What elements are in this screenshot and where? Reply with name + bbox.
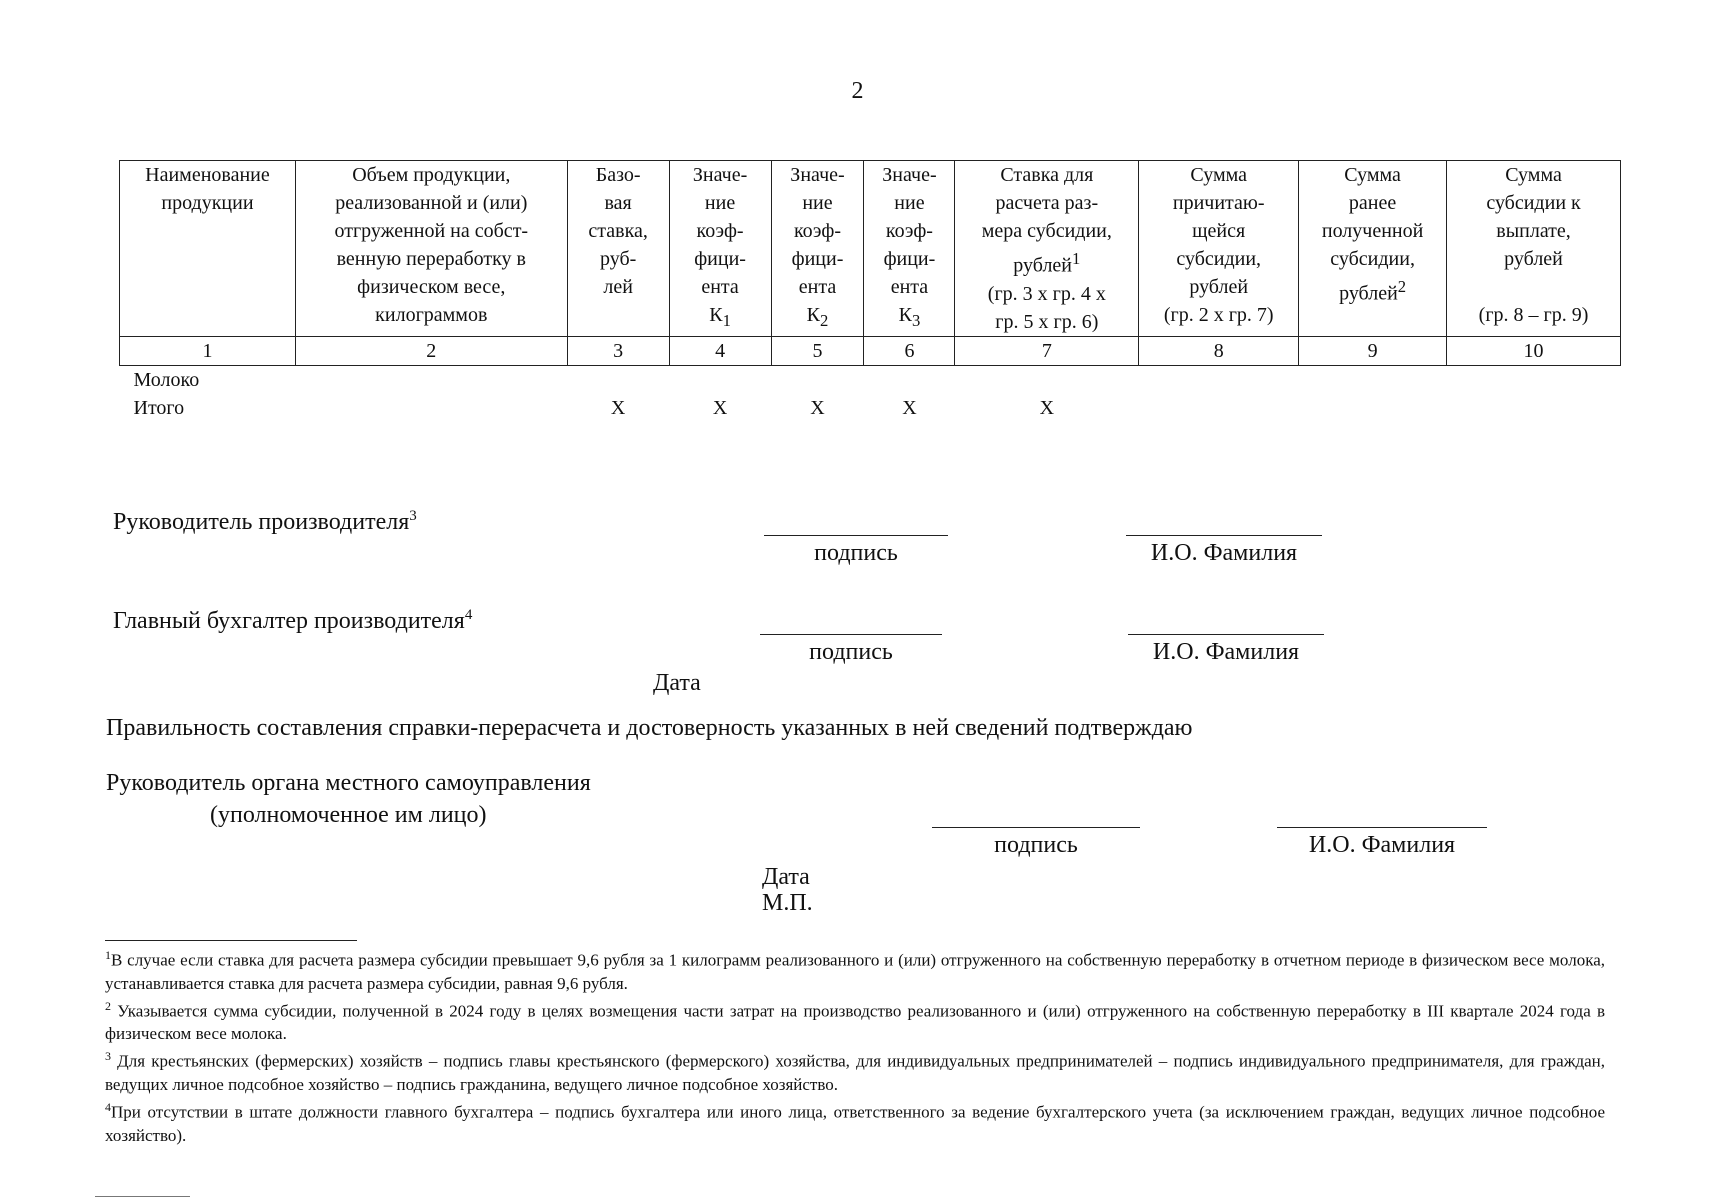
table-cell: [1447, 365, 1621, 394]
table-cell: [1447, 394, 1621, 422]
head-signature-caption: подпись: [814, 540, 898, 566]
column-number: 2: [295, 336, 567, 365]
stamp-place-label: М.П.: [762, 890, 813, 916]
column-number: 1: [120, 336, 296, 365]
table-cell: [1139, 365, 1299, 394]
table-cell: [771, 365, 864, 394]
header-subsidy-rate: Ставка для расчета раз- мера субсидии, рублей$^1$ (гр. 3 х гр. 4 х гр. 5 х гр. 6): [955, 161, 1139, 337]
row-product-name: Итого: [133, 396, 185, 419]
table-cell: Х: [1039, 396, 1055, 419]
head-name-caption: И.О. Фамилия: [1150, 540, 1298, 566]
authority-sublabel: (уполномоченное им лицо): [210, 802, 487, 828]
accountant-signature-label: Главный бухгалтер производителя$^4$: [113, 607, 473, 634]
footnote-2: $^2$ Указывается сумма субсидии, полученной в 2024 году в целях возмещения части затрат на производство реализованного и (или) отгруженного на собственную переработку в III квартале 2024 года в физическом весе молока.: [105, 998, 1605, 1044]
header-subsidy-due: Сумма причитаю- щейся субсидии, рублей (гр. 2 х гр. 7): [1139, 161, 1299, 337]
authority-label: Руководитель органа местного самоуправления: [106, 770, 591, 796]
date-label: Дата: [653, 670, 701, 696]
footnotes: [105, 944, 1605, 1147]
table-row-milk: [120, 365, 1621, 394]
accountant-name-caption: И.О. Фамилия: [1152, 639, 1300, 665]
column-number: 5: [771, 336, 864, 365]
footnote-3: $^3$ Для крестьянских (фермерских) хозяйств – подпись главы крестьянского (фермерского) хозяйства, для индивидуальных предпринимателей – подпись индивидуального предпринимателя, для граждан, ведущих личное подсобное хозяйство – подпись гражданина, ведущего личное подсобное хозяйство.: [105, 1049, 1605, 1094]
authority-name-caption: И.О. Фамилия: [1308, 832, 1456, 858]
table-cell: Х: [610, 396, 626, 419]
footnote-4: $^4$При отсутствии в штате должности главного бухгалтера – подпись бухгалтера или иного лица, ответственного за ведение бухгалтерского учета (за исключением граждан, ведущих личное подсобное хозяйство).: [105, 1099, 1605, 1145]
header-product-name: Наименование продукции: [120, 161, 296, 337]
page-number: 2: [851, 78, 864, 104]
table-cell: [295, 365, 567, 394]
table-cell: [1139, 394, 1299, 422]
column-number-row: [120, 336, 1621, 365]
table-cell: Х: [810, 396, 825, 419]
column-number: 4: [669, 336, 771, 365]
table-cell: [295, 394, 567, 422]
footnote-1: $^1$В случае если ставка для расчета размера субсидии превышает 9,6 рубля за 1 килограмм реализованного и (или) отгруженного на собственную переработку в отчетном периоде в физическом весе молока, устанавливается ставка для расчета размера субсидии, равная 9,6 рубля.: [105, 948, 1605, 993]
table-cell: Х: [902, 396, 917, 419]
header-coefficient-k3: Значе- ние коэф- фици- ента $К_3$: [864, 161, 955, 337]
authority-name-line: [1277, 827, 1487, 828]
column-number: 9: [1299, 336, 1447, 365]
row-product-name: Молоко: [133, 368, 200, 391]
head-name-line: [1126, 535, 1322, 536]
table-cell: [955, 365, 1139, 394]
column-number: 3: [567, 336, 669, 365]
bottom-rule: [95, 1196, 190, 1197]
confirmation-text: Правильность составления справки-перерасчета и достоверность указанных в ней сведений подтверждаю: [106, 715, 1193, 741]
column-number: 8: [1139, 336, 1299, 365]
header-volume: Объем продукции, реализованной и (или) отгруженной на собст- венную переработку в физическом весе, килограммов: [295, 161, 567, 337]
header-coefficient-k1: Значе- ние коэф- фици- ента $К_1$: [669, 161, 771, 337]
authority-signature-line: [932, 827, 1140, 828]
column-number: 6: [864, 336, 955, 365]
table-cell: [864, 365, 955, 394]
header-row: [120, 161, 1621, 337]
table-cell: [1299, 394, 1447, 422]
column-number: 10: [1447, 336, 1621, 365]
header-subsidy-received: Сумма ранее полученной субсидии, рублей$^2$: [1299, 161, 1447, 337]
table-cell: Х: [712, 396, 728, 419]
accountant-signature-line: [760, 634, 942, 635]
head-signature-label: Руководитель производителя$^3$: [113, 508, 417, 535]
header-subsidy-payable: Сумма субсидии к выплате, рублей (гр. 8 – гр. 9): [1447, 161, 1621, 337]
column-number: 7: [955, 336, 1139, 365]
table-cell: [669, 365, 771, 394]
authority-signature-caption: подпись: [994, 832, 1078, 858]
subsidy-table: [119, 160, 1621, 422]
table-cell: [1299, 365, 1447, 394]
table-cell: [567, 365, 669, 394]
footnote-separator: [105, 940, 357, 941]
head-signature-line: [764, 535, 948, 536]
header-coefficient-k2: Значе- ние коэф- фици- ента $К_2$: [771, 161, 864, 337]
authority-date-label: Дата: [762, 864, 810, 890]
table-row-total: [120, 394, 1621, 422]
header-base-rate: Базо- вая ставка, руб- лей: [567, 161, 669, 337]
accountant-signature-caption: подпись: [809, 639, 893, 665]
accountant-name-line: [1128, 634, 1324, 635]
